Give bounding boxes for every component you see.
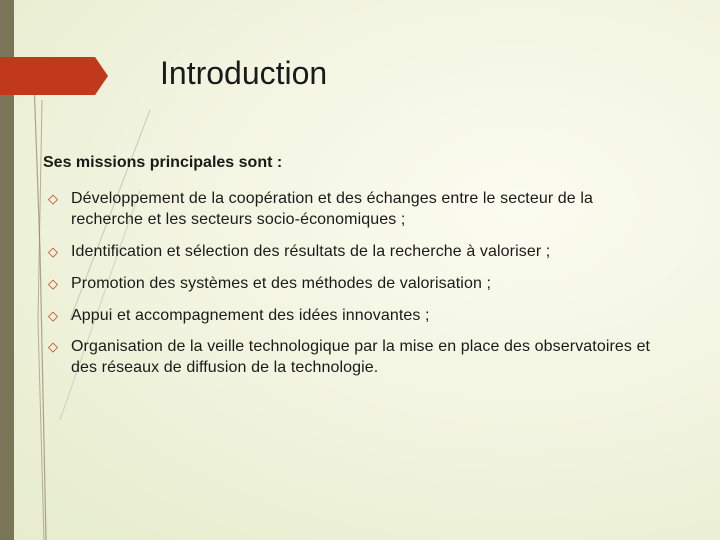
list-item bbox=[48, 188, 668, 230]
list-item-text: Organisation de la veille technologique par la mise en place des observatoires et des réseaux de diffusion de la technologie. bbox=[71, 338, 651, 376]
intro-heading: Ses missions principales sont : bbox=[43, 154, 283, 171]
diamond-outline-icon: ◇ bbox=[48, 339, 59, 354]
list-item-text: Appui et accompagnement des idées innovantes ; bbox=[71, 307, 430, 324]
diamond-outline-icon: ◇ bbox=[48, 276, 59, 291]
list-item bbox=[48, 305, 668, 326]
list-item bbox=[48, 241, 668, 262]
slide-title: Introduction bbox=[160, 55, 328, 91]
title-accent-tab bbox=[0, 57, 108, 95]
diamond-outline-icon: ◇ bbox=[48, 244, 59, 259]
list-item bbox=[48, 273, 668, 294]
diamond-outline-icon: ◇ bbox=[48, 191, 59, 206]
list-item-text: Promotion des systèmes et des méthodes de valorisation ; bbox=[71, 275, 492, 292]
list-item-text: Développement de la coopération et des échanges entre le secteur de la recherche et les secteurs socio-économiques ; bbox=[71, 190, 594, 228]
list-item bbox=[48, 336, 668, 378]
bullet-list bbox=[48, 188, 668, 378]
diamond-outline-icon: ◇ bbox=[48, 308, 59, 323]
list-item-text: Identification et sélection des résultats de la recherche à valoriser ; bbox=[71, 243, 551, 260]
